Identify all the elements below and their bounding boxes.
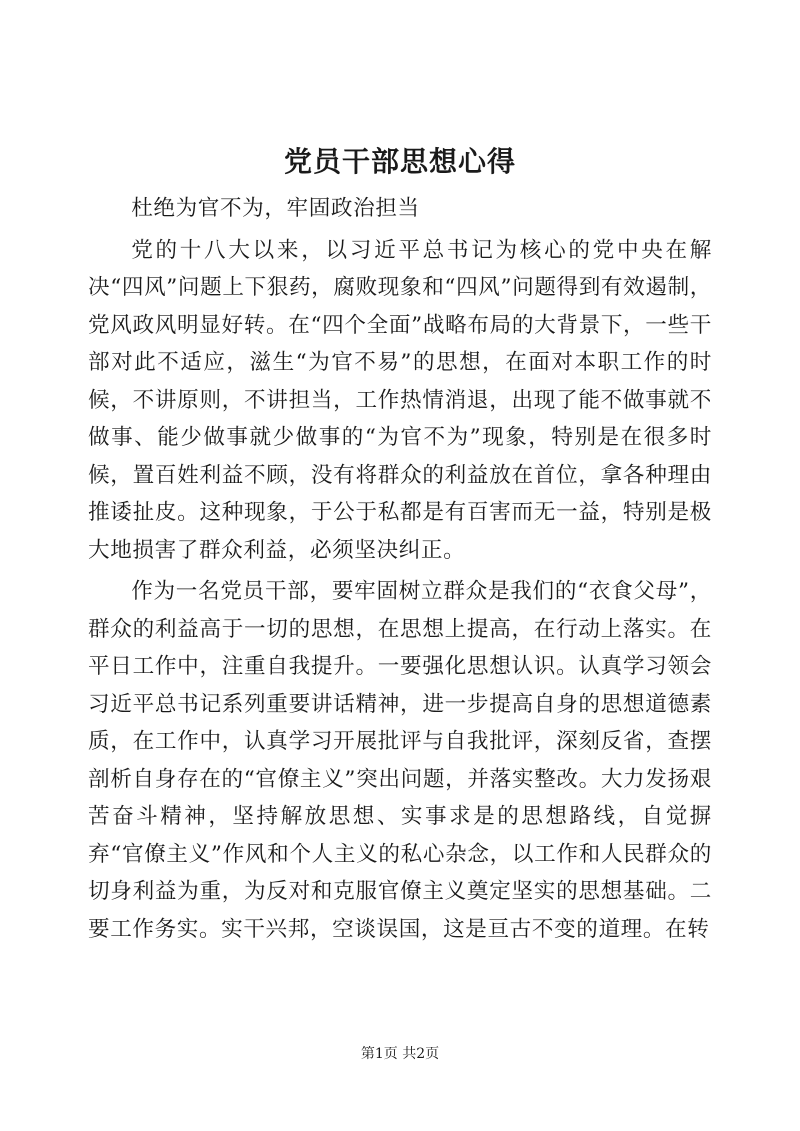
- subtitle-paragraph: 杜绝为官不为，牢固政治担当: [131, 196, 420, 221]
- body-paragraph: 作为一名党员干部，要牢固树立群众是我们的“衣食父母”，群众的利益高于一切的思想，在思想上提高，在行动上落实。在平日工作中，注重自我提升。一要强化思想认识。认真学习领会习近平总书记系列重要讲话精神，进一步提高自身的思想道德素质，在工作中，认真学习开展批评与自我批评，深刻反省，查摆剖析自身存在的“官僚主义”突出问题，并落实整改。大力发扬艰苦奋斗精神，坚持解放思想、实事求是的思想路线，自觉摒弃“官僚主义”作风和个人主义的私心杂念，以工作和人民群众的切身利益为重，为反对和克服官僚主义奠定坚实的思想基础。二要工作务实。实干兴邦，空谈误国，这是亘古不变的道理。在转: [88, 579, 712, 942]
- document-title: 党员干部思想心得: [283, 145, 516, 178]
- page-number-footer: 第1页 共2页: [360, 1046, 440, 1062]
- body-paragraph: 党的十八大以来，以习近平总书记为核心的党中央在解决“四风”问题上下狠药，腐败现象和“四风”问题得到有效遏制，党风政风明显好转。在“四个全面”战略布局的大背景下，一些干部对此不适应，滋生“为官不易”的思想，在面对本职工作的时候，不讲原则，不讲担当，工作热情消退，出现了能不做事就不做事、能少做事就少做事的“为官不为”现象，特别是在很多时候，置百姓利益不顾，没有将群众的利益放在首位，拿各种理由推诿扯皮。这种现象，于公于私都是有百害而无一益，特别是极大地损害了群众利益，必须坚决纠正。: [88, 237, 712, 563]
- document-body: [88, 190, 712, 948]
